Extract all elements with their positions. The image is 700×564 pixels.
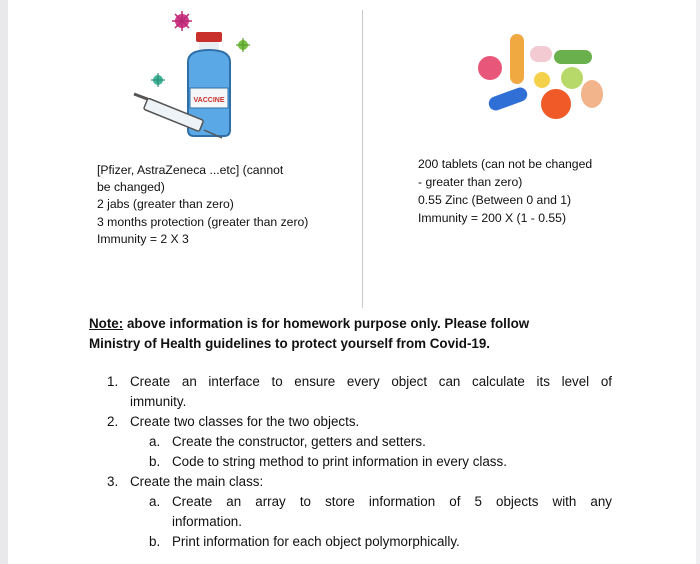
task-number: 3.: [107, 474, 119, 489]
virus-pink-icon: [172, 11, 192, 31]
subtask-item: [149, 492, 612, 512]
capsule-green-icon: [554, 50, 592, 64]
subtask-item: [149, 432, 612, 452]
pill-peach-icon: [581, 80, 603, 108]
pills-illustration: [470, 28, 620, 128]
task-text: Create two classes for the two objects.: [130, 414, 360, 429]
column-divider: [362, 10, 363, 308]
task-item: [107, 372, 612, 392]
vaccine-line: 3 months protection (greater than zero): [97, 214, 309, 229]
task-number: 2.: [107, 414, 119, 429]
virus-green-icon: [236, 38, 250, 52]
subtask-text: Create an array to store information of 5 objects with any: [172, 494, 612, 509]
note-text-line2: Ministry of Health guidelines to protect yourself from Covid-19.: [89, 336, 491, 351]
vaccine-description: [97, 162, 347, 248]
task-number: 1.: [107, 374, 119, 389]
note-text: above information is for homework purpose only. Please follow: [123, 316, 530, 331]
page-left-edge: [0, 0, 8, 564]
page-right-edge: [696, 0, 700, 564]
tablet-line: 0.55 Zinc (Between 0 and 1): [418, 193, 572, 207]
task-text-continued: immunity.: [130, 394, 187, 409]
pill-yellow-icon: [534, 72, 550, 88]
subtask-item: [149, 532, 612, 552]
subtask-text-continued: information.: [172, 514, 242, 529]
tablet-description: [418, 155, 638, 227]
task-item: [107, 412, 612, 432]
pill-lime-icon: [561, 67, 583, 89]
pill-pink-icon: [478, 56, 502, 80]
task-text: Create an interface to ensure every object can calculate its level of: [130, 374, 612, 389]
vaccine-line: [Pfizer, AstraZeneca ...etc] (cannot: [97, 163, 284, 177]
subtask-item: [149, 452, 612, 472]
pill-light-pink-icon: [530, 46, 552, 62]
vaccine-illustration: [120, 8, 270, 148]
subtask-text: Create the constructor, getters and setters.: [172, 434, 426, 449]
pill-red-icon: [541, 89, 571, 119]
vaccine-line: be changed): [97, 180, 165, 195]
subtask-letter: b.: [149, 454, 161, 469]
vaccine-line: Immunity = 2 X 3: [97, 231, 189, 246]
capsule-blue-icon: [487, 86, 529, 113]
subtask-letter: a.: [149, 494, 161, 509]
subtask-text: Print information for each object polymorphically.: [172, 534, 460, 549]
bottle-label: VACCINE: [193, 97, 225, 104]
vaccine-line: 2 jabs (greater than zero): [97, 197, 234, 212]
subtask-text: Code to string method to print information in every class.: [172, 454, 507, 469]
task-list: [107, 372, 612, 552]
tablet-line: 200 tablets (can not be changed: [418, 157, 593, 171]
tablet-line: Immunity = 200 X (1 - 0.55): [418, 211, 567, 225]
homework-note: [89, 314, 629, 354]
task-text: Create the main class:: [130, 474, 264, 489]
subtask-letter: b.: [149, 534, 161, 549]
note-label: Note:: [89, 316, 124, 331]
capsule-orange-icon: [510, 34, 524, 84]
subtask-letter: a.: [149, 434, 161, 449]
tablet-line: - greater than zero): [418, 175, 523, 189]
virus-teal-icon: [151, 73, 165, 87]
task-item: [107, 472, 612, 492]
